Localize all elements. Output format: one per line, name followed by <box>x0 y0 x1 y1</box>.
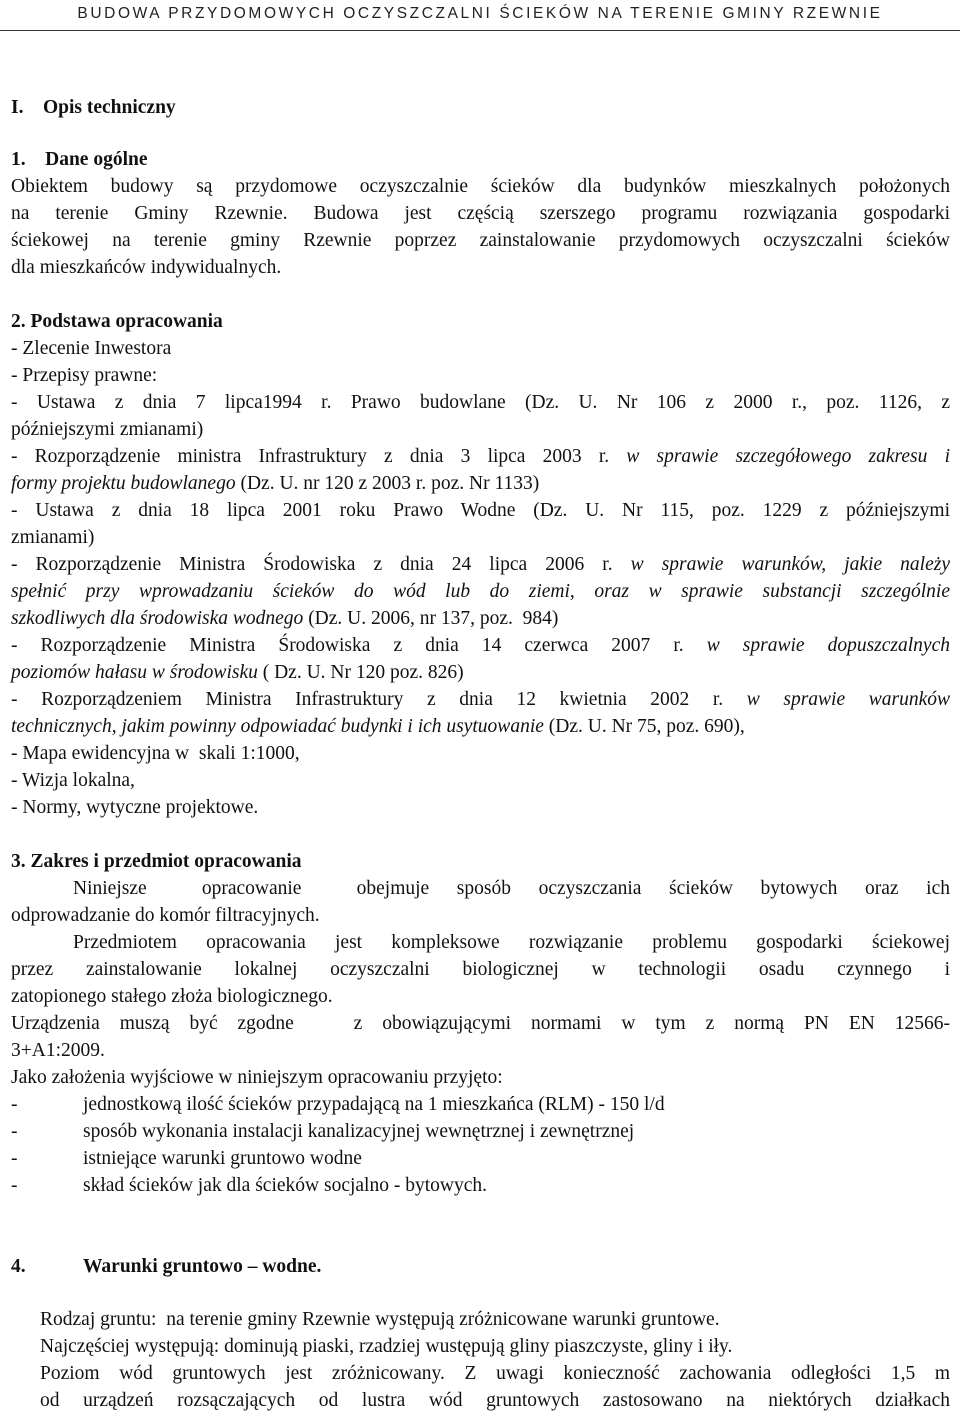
list-item <box>11 443 950 470</box>
text-line: na terenie Gminy Rzewnie. Budowa jest częścią szerszego programu rozwiązania gospodarki <box>11 203 950 224</box>
text-run: - Rozporządzenie Ministra Środowiska z dnia 14 czerwca 2007 r. <box>11 635 707 656</box>
text-run: (Dz. U. Nr 75, poz. 690), <box>543 716 745 737</box>
text-run-italic: szkodliwych dla środowiska wodnego <box>11 608 304 629</box>
text-line <box>11 875 950 902</box>
document-title: I. Opis techniczny <box>11 97 176 118</box>
list-item: - Ustawa z dnia 18 lipca 2001 roku Prawo Wodne (Dz. U. Nr 115, poz. 1229 z późniejszymi <box>11 500 950 521</box>
text-line: od urządzeń rozsączających od lustra wód gruntowych zastosowano na niektórych działkach <box>40 1390 950 1411</box>
list-item-text: jednostkową ilość ścieków przypadającą na 1 mieszkańca (RLM) - 150 l/d <box>83 1094 665 1115</box>
text-run-italic: technicznych, jakim powinny odpowiadać budynki i ich usytuowanie <box>11 716 544 737</box>
section-1-heading: 1. Dane ogólne <box>11 149 148 170</box>
list-item-cont <box>11 659 950 686</box>
list-item: - Zlecenie Inwestora <box>11 338 172 359</box>
list-item: - Wizja lokalna, <box>11 770 135 791</box>
section-4-number: 4. <box>11 1256 26 1277</box>
text-line: 3+A1:2009. <box>11 1040 105 1061</box>
list-item-cont <box>11 713 950 740</box>
text-run: Przedmiotem opracowania jest kompleksowe rozwiązanie problemu gospodarki ściekowej <box>73 932 950 953</box>
list-item <box>11 632 950 659</box>
section-2-list <box>11 335 950 821</box>
dash-bullet: - <box>11 1175 18 1196</box>
document-body <box>11 94 950 1414</box>
list-item: - Mapa ewidencyjna w skali 1:1000, <box>11 743 300 764</box>
section-4-title: Warunki gruntowo – wodne. <box>83 1256 322 1277</box>
list-item-text: istniejące warunki gruntowo wodne <box>83 1148 362 1169</box>
text-line: Urządzenia muszą być zgodne z obowiązującymi normami w tym z normą PN EN 12566- <box>11 1013 950 1034</box>
list-item <box>11 1091 950 1118</box>
text-run: - Rozporządzeniem Ministra Infrastruktury z dnia 12 kwietnia 2002 r. <box>11 689 747 710</box>
list-item-cont <box>11 605 950 632</box>
text-line: Rodzaj gruntu: na terenie gminy Rzewnie występują zróżnicowane warunki gruntowe. <box>40 1309 720 1330</box>
list-item <box>11 1118 950 1145</box>
list-item <box>11 1145 950 1172</box>
text-run: Niniejsze opracowanie obejmuje sposób oczyszczania ścieków bytowych oraz ich <box>73 878 950 899</box>
list-item: - Przepisy prawne: <box>11 365 158 386</box>
list-item: - Normy, wytyczne projektowe. <box>11 797 259 818</box>
list-item-cont <box>11 470 950 497</box>
text-run-italic: w sprawie warunków <box>746 689 950 710</box>
text-line: Najczęściej występują: dominują piaski, rzadziej wustępują gliny piaszczyste, gliny i iły. <box>40 1336 733 1357</box>
text-line: Poziom wód gruntowych jest zróżnicowany. Z uwagi konieczność zachowania odległości 1,5 m <box>40 1363 950 1384</box>
section-1-body <box>11 173 950 281</box>
text-run: (Dz. U. nr 120 z 2003 r. poz. Nr 1133) <box>235 473 540 494</box>
list-item-cont: spełnić przy wprowadzaniu ścieków do wód lub do ziemi, oraz w sprawie substancji szczególnie <box>11 581 950 602</box>
text-line: zatopionego stałego złoża biologicznego. <box>11 986 333 1007</box>
text-line: Jako założenia wyjściowe w niniejszym opracowaniu przyjęto: <box>11 1067 503 1088</box>
list-item: - Ustawa z dnia 7 lipca1994 r. Prawo budowlane (Dz. U. Nr 106 z 2000 r., poz. 1126, z <box>11 392 950 413</box>
list-item-text: sposób wykonania instalacji kanalizacyjnej wewnętrznej i zewnętrznej <box>83 1121 635 1142</box>
section-3-heading: 3. Zakres i przedmiot opracowania <box>11 851 302 872</box>
list-item-text: skład ścieków jak dla ścieków socjalno - bytowych. <box>83 1175 487 1196</box>
text-run-italic: poziomów hałasu w środowisku <box>11 662 258 683</box>
running-header: BUDOWA PRZYDOMOWYCH OCZYSZCZALNI ŚCIEKÓW NA TERENIE GMINY RZEWNIE <box>0 0 960 31</box>
text-run-italic: w sprawie dopuszczalnych <box>706 635 950 656</box>
section-4-body <box>11 1306 950 1414</box>
list-item <box>11 1172 950 1199</box>
section-3-body <box>11 875 950 1199</box>
text-run: (Dz. U. 2006, nr 137, poz. 984) <box>303 608 559 629</box>
list-item-cont: zmianami) <box>11 527 95 548</box>
text-line: odprowadzanie do komór filtracyjnych. <box>11 905 320 926</box>
list-item <box>11 551 950 578</box>
text-run-italic: w sprawie szczegółowego zakresu i <box>626 446 950 467</box>
list-item <box>11 686 950 713</box>
text-run-italic: w sprawie warunków, jakie należy <box>630 554 950 575</box>
text-line: ściekowej na terenie gminy Rzewnie poprzez zainstalowanie przydomowych oczyszczalni ścieków <box>11 230 950 251</box>
section-4-heading <box>11 1253 950 1280</box>
text-line: przez zainstalowanie lokalnej oczyszczalni biologicznej w technologii osadu czynnego i <box>11 959 950 980</box>
text-run: ( Dz. U. Nr 120 poz. 826) <box>257 662 464 683</box>
section-2-heading: 2. Podstawa opracowania <box>11 311 223 332</box>
dash-bullet: - <box>11 1148 18 1169</box>
text-run: - Rozporządzenie ministra Infrastruktury z dnia 3 lipca 2003 r. <box>11 446 627 467</box>
list-item-cont: późniejszymi zmianami) <box>11 419 204 440</box>
text-run-italic: formy projektu budowlanego <box>11 473 236 494</box>
text-run: - Rozporządzenie Ministra Środowiska z dnia 24 lipca 2006 r. <box>11 554 631 575</box>
dash-bullet: - <box>11 1094 18 1115</box>
text-line <box>11 929 950 956</box>
text-line: dla mieszkańców indywidualnych. <box>11 257 282 278</box>
text-line: Obiektem budowy są przydomowe oczyszczalnie ścieków dla budynków mieszkalnych położonych <box>11 176 950 197</box>
dash-bullet: - <box>11 1121 18 1142</box>
